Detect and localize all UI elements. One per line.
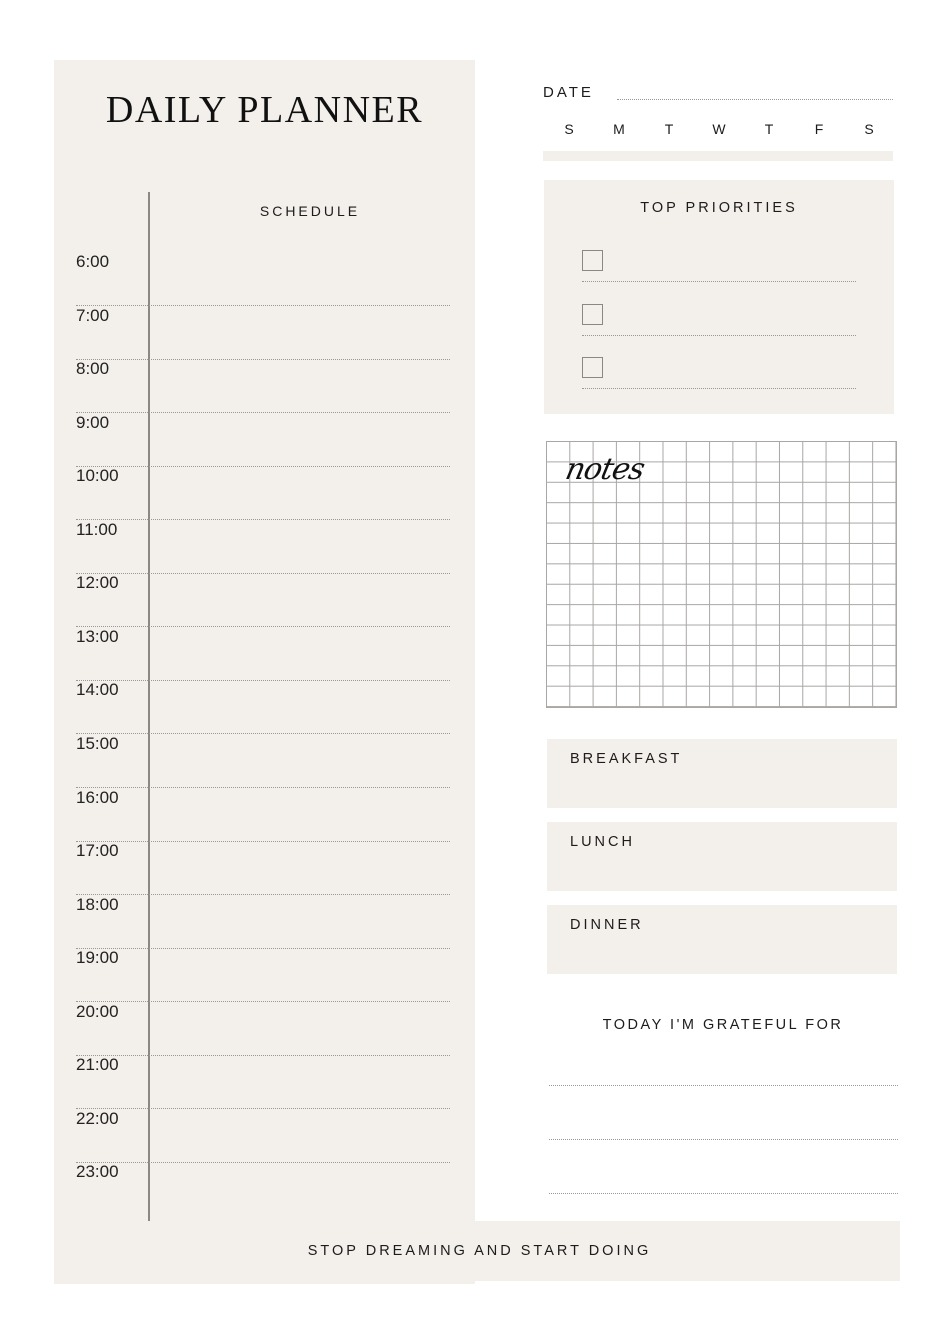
schedule-row-0700[interactable] — [76, 306, 450, 360]
schedule-row-1500[interactable] — [76, 734, 450, 788]
schedule-row-1800[interactable] — [76, 895, 450, 949]
schedule-row-1100[interactable] — [76, 520, 450, 574]
schedule-row-2100[interactable] — [76, 1055, 450, 1109]
priority-item-1 — [582, 250, 856, 300]
grateful-line-1[interactable] — [549, 1085, 898, 1086]
time-label: 22:00 — [76, 1109, 119, 1128]
page-title: DAILY PLANNER — [105, 89, 424, 131]
time-label: 20:00 — [76, 1002, 119, 1021]
grateful-heading: TODAY I'M GRATEFUL FOR — [602, 1017, 844, 1033]
weekday-thursday[interactable]: T — [764, 121, 774, 137]
dinner-label: DINNER — [570, 917, 644, 933]
lunch-label: LUNCH — [570, 834, 635, 850]
priority-write-line[interactable] — [582, 281, 856, 282]
weekday-wednesday[interactable]: W — [712, 121, 726, 137]
schedule-row-1900[interactable] — [76, 948, 450, 1002]
schedule-row-1000[interactable] — [76, 466, 450, 520]
time-label: 23:00 — [76, 1162, 119, 1181]
priority-item-2 — [582, 304, 856, 354]
schedule-row-1600[interactable] — [76, 788, 450, 842]
date-label: DATE — [543, 84, 594, 101]
weekday-saturday[interactable]: S — [864, 121, 874, 137]
dinner-box[interactable] — [547, 905, 897, 974]
time-label: 6:00 — [76, 252, 110, 271]
schedule-row-2300[interactable] — [76, 1162, 450, 1216]
time-label: 19:00 — [76, 948, 119, 967]
time-label: 11:00 — [76, 520, 118, 539]
time-label: 12:00 — [76, 573, 119, 592]
schedule-heading: SCHEDULE — [259, 203, 361, 219]
schedule-row-1400[interactable] — [76, 680, 450, 734]
schedule-row-0800[interactable] — [76, 359, 450, 413]
time-label: 14:00 — [76, 680, 119, 699]
time-label: 18:00 — [76, 895, 119, 914]
priority-write-line[interactable] — [582, 388, 856, 389]
breakfast-label: BREAKFAST — [570, 751, 683, 767]
weekday-friday[interactable]: F — [814, 121, 824, 137]
time-label: 9:00 — [76, 413, 110, 432]
schedule-row-2000[interactable] — [76, 1002, 450, 1056]
time-label: 16:00 — [76, 788, 119, 807]
time-label: 21:00 — [76, 1055, 119, 1074]
time-label: 13:00 — [76, 627, 119, 646]
schedule-row-1300[interactable] — [76, 627, 450, 681]
time-label: 10:00 — [76, 466, 119, 485]
time-label: 7:00 — [76, 306, 110, 325]
schedule-row-0900[interactable] — [76, 413, 450, 467]
priority-item-3 — [582, 357, 856, 407]
notes-label: notes — [562, 452, 648, 487]
schedule-row-0600[interactable] — [76, 252, 450, 306]
time-label: 17:00 — [76, 841, 119, 860]
priority-write-line[interactable] — [582, 335, 856, 336]
time-label: 15:00 — [76, 734, 119, 753]
breakfast-box[interactable] — [547, 739, 897, 808]
priorities-heading: TOP PRIORITIES — [640, 200, 798, 216]
priority-checkbox-3[interactable] — [582, 357, 603, 378]
weekday-tuesday[interactable]: T — [664, 121, 674, 137]
weekday-sunday[interactable]: S — [564, 121, 574, 137]
weekday-bar — [543, 151, 893, 161]
date-input-line[interactable] — [617, 99, 893, 100]
motivational-quote: STOP DREAMING AND START DOING — [307, 1243, 652, 1259]
priority-checkbox-1[interactable] — [582, 250, 603, 271]
priority-checkbox-2[interactable] — [582, 304, 603, 325]
grateful-line-2[interactable] — [549, 1139, 898, 1140]
schedule-row-1700[interactable] — [76, 841, 450, 895]
grateful-line-3[interactable] — [549, 1193, 898, 1194]
schedule-row-1200[interactable] — [76, 573, 450, 627]
lunch-box[interactable] — [547, 822, 897, 891]
weekday-selector — [544, 121, 894, 137]
weekday-monday[interactable]: M — [613, 121, 625, 137]
time-label: 8:00 — [76, 359, 110, 378]
schedule-row-2200[interactable] — [76, 1109, 450, 1163]
